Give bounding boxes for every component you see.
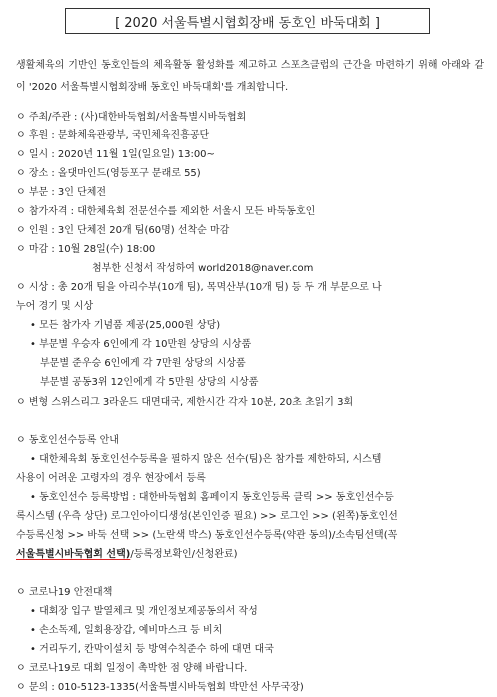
registration-steps-end: /등록정보확인/신청완료) — [130, 549, 238, 560]
contact-line: ㅇ 문의 : 010-5123-1335(서울특별시바둑협회 박만선 사무국장) — [16, 682, 304, 693]
covid-heading: ㅇ 코로나19 안전대책 — [16, 587, 113, 598]
quota-line: ㅇ 인원 : 3인 단체전 20개 팀(60명) 선착순 마감 — [16, 225, 230, 236]
registration-line-1: • 대한체육회 동호인선수등록을 필하지 않은 선수(팀)은 참가를 제한하되, 시스템 — [30, 454, 382, 465]
covid-line-1: • 대회장 입구 발열체크 및 개인정보제공동의서 작성 — [30, 606, 258, 617]
eligibility-line: ㅇ 참가자격 : 대한체육회 전문선수를 제외한 서울시 모든 바둑동호인 — [16, 206, 316, 217]
registration-line-2: 사용이 어려운 고령자의 경우 현장에서 등록 — [16, 473, 206, 484]
registration-line-4: 록시스템 (우측 상단) 로그인아이디생성(본인인증 필요) >> 로그인 >> (왼쪽)동호인선 — [16, 511, 398, 522]
prize-line-1: ㅇ 시상 : 총 20개 팀을 아리수부(10개 팀), 목멱산부(10개 팀) 등 두 개 부문으로 나 — [16, 282, 382, 293]
prize-second-line: 부문별 준우승 6인에게 각 7만원 상당의 시상품 — [40, 358, 246, 369]
registration-line-5: 수등록신청 >> 바둑 선택 >> (노란색 박스) 동호인선수등록(약관 동의)/소속팀선택(꼭 — [16, 530, 398, 541]
registration-heading: ㅇ 동호인선수등록 안내 — [16, 435, 119, 446]
rules-line: ㅇ 변형 스위스리그 3라운드 대면대국, 제한시간 각자 10분, 20초 초읽기 3회 — [16, 397, 354, 408]
venue-line: ㅇ 장소 : 올댓마인드(영등포구 문래로 55) — [16, 168, 201, 179]
prize-all-line: • 모든 참가자 기념품 제공(25,000원 상당) — [30, 320, 221, 331]
host-line: ㅇ 주최/주관 : (사)대한바둑협회/서울특별시바둑협회 — [16, 112, 247, 123]
registration-line-3: • 동호인선수 등록방법 : 대한바둑협회 홈페이지 동호인등록 클릭 >> 동호인선수등 — [30, 492, 394, 503]
date-line: ㅇ 일시 : 2020년 11월 1일(일요일) 13:00~ — [16, 149, 215, 160]
deadline-line: ㅇ 마감 : 10월 28일(수) 18:00 — [16, 244, 156, 255]
sponsor-line: ㅇ 후원 : 문화체육관광부, 국민체육진흥공단 — [16, 130, 210, 141]
association-select-note: 서울특별시바둑협회 선택) — [16, 549, 131, 560]
page-title: [ 2020 서울특별시협회장배 동호인 바둑대회 ] — [65, 8, 430, 34]
registration-line-6 — [16, 546, 238, 564]
prize-third-line: 부문별 공동3위 12인에게 각 5만원 상당의 시상품 — [40, 377, 259, 388]
prize-line-2: 누어 경기 및 시상 — [16, 301, 94, 312]
covid-line-2: • 손소독제, 일회용장갑, 예비마스크 등 비치 — [30, 625, 223, 636]
covid-notice: ㅇ 코로나19로 대회 일정이 촉박한 점 양해 바랍니다. — [16, 663, 248, 674]
division-line: ㅇ 부문 : 3인 단체전 — [16, 187, 107, 198]
deadline-note: 첨부한 신청서 작성하여 world2018@naver.com — [92, 263, 314, 274]
intro-paragraph: 생활체육의 기반인 동호인들의 체육활동 활성화를 제고하고 스포츠클럽의 근간을 마련하기 위해 아래와 같이 '2020 서울특별시협회장배 동호인 바둑대회'를 개최합니다. — [16, 60, 484, 93]
covid-line-3: • 거리두기, 칸막이설치 등 방역수칙준수 하에 대면 대국 — [30, 644, 274, 655]
prize-winner-line: • 부문별 우승자 6인에게 각 10만원 상당의 시상품 — [30, 339, 252, 350]
